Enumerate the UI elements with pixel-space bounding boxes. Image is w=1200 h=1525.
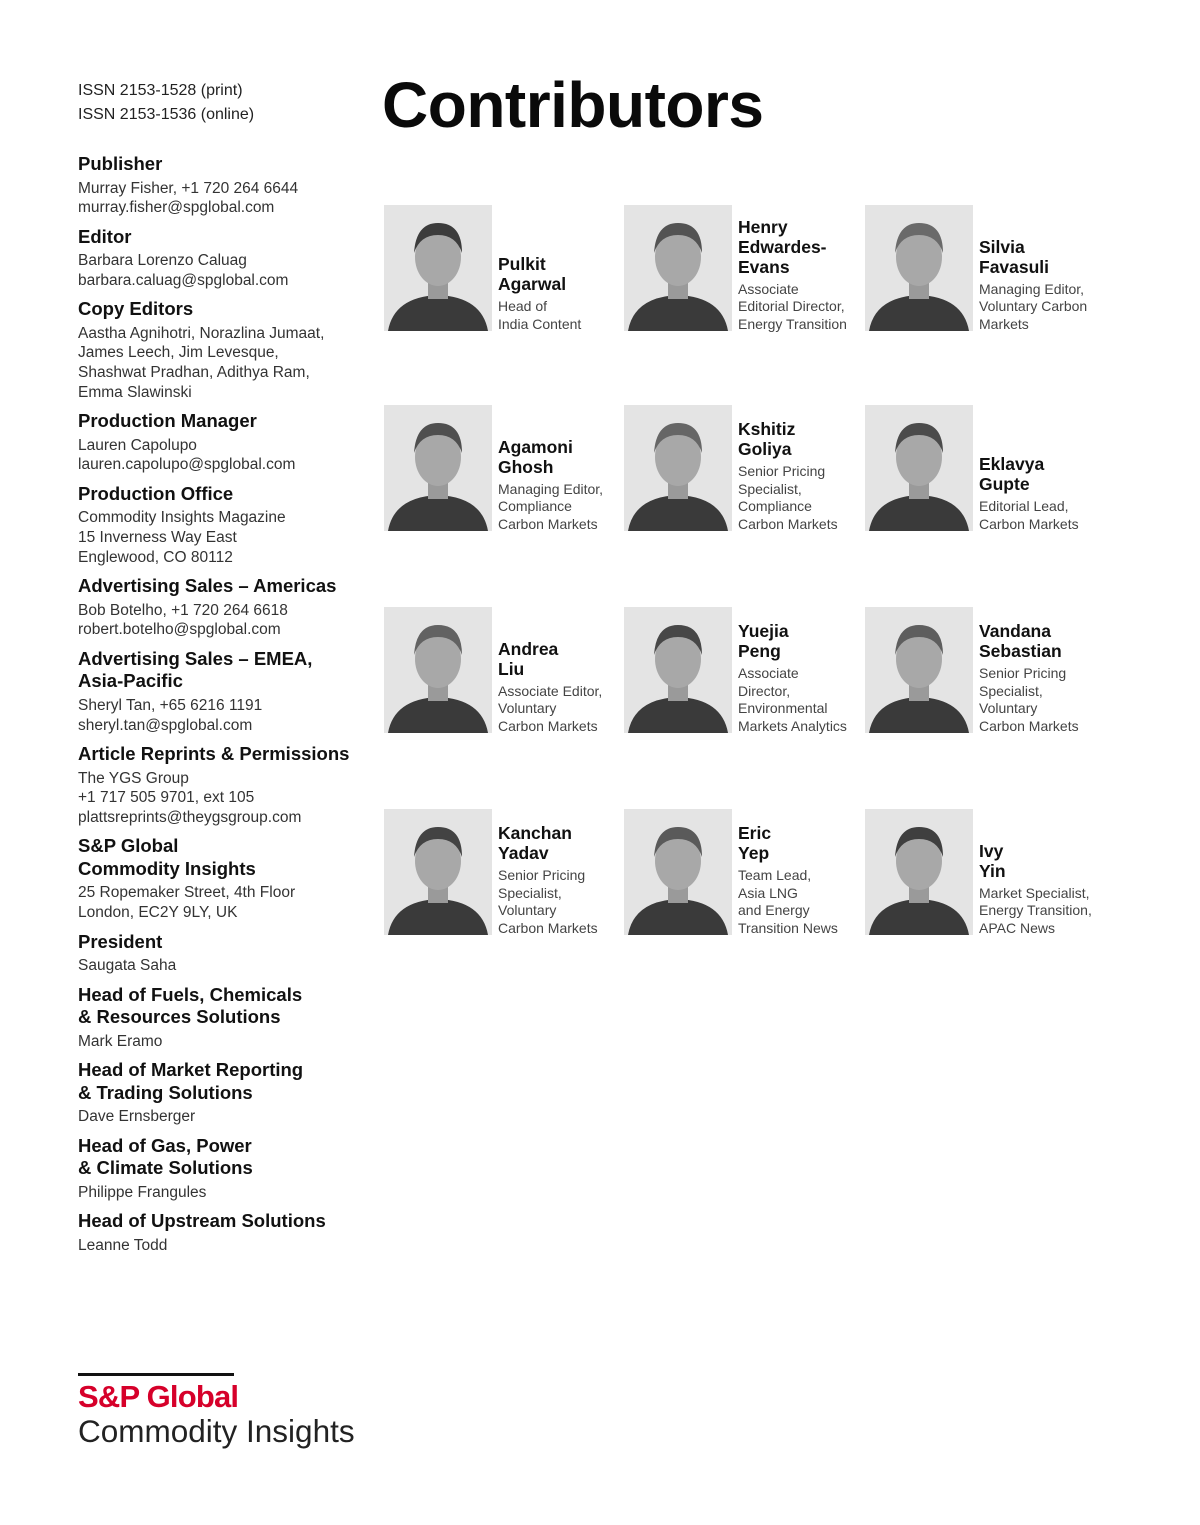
issn-print: ISSN 2153-1528 (print) (78, 82, 243, 99)
contributor-role (498, 298, 624, 334)
masthead-heading-line: Advertising Sales – Americas (78, 575, 337, 597)
masthead-heading-line: Head of Gas, Power (78, 1134, 252, 1156)
contributor-role-line: Voluntary (498, 902, 557, 919)
masthead-detail-line: Barbara Lorenzo Caluag (78, 252, 247, 270)
contributor-role-line: Senior Pricing (979, 664, 1067, 681)
contributor-role-line: Environmental (738, 700, 828, 717)
issn-online: ISSN 2153-1536 (online) (78, 106, 255, 123)
contributor-name-line: Ivy (979, 840, 1004, 861)
contributor-role-line: Markets (979, 316, 1029, 333)
contributor-name-line: Favasuli (979, 256, 1050, 277)
masthead-heading-line: Commodity Insights (78, 857, 256, 879)
masthead-heading (78, 298, 368, 321)
contributor-role-line: Head of (498, 298, 548, 315)
masthead-heading-line: S&P Global (78, 835, 179, 857)
contributor-info (979, 454, 1105, 534)
masthead-heading-line: & Trading Solutions (78, 1081, 253, 1103)
contributor-role-line: Director, (738, 682, 791, 699)
masthead-heading (78, 410, 368, 433)
contributor-role (498, 867, 624, 938)
contributor-role-line: Specialist, (738, 480, 802, 497)
contributor-card (624, 809, 862, 935)
masthead-section (78, 984, 368, 1052)
contributor-name-line: Agamoni (498, 436, 573, 457)
contributor-role-line: Senior Pricing (498, 866, 586, 883)
masthead-detail-line: Leanne Todd (78, 1236, 168, 1254)
contributor-name-line: Yuejia (738, 620, 789, 641)
masthead-heading-line: President (78, 930, 163, 952)
contributor-card (384, 607, 622, 733)
masthead-section (78, 153, 368, 218)
contributor-role-line: Asia LNG (738, 884, 798, 901)
masthead (78, 153, 368, 1264)
masthead-detail-line: Emma Slawinski (78, 383, 192, 401)
contributor-role (738, 665, 864, 736)
contributor-info (979, 621, 1105, 736)
masthead-details (78, 1183, 368, 1203)
masthead-heading-line: Advertising Sales – EMEA, (78, 647, 313, 669)
masthead-heading-line: Head of Fuels, Chemicals (78, 983, 303, 1005)
contributor-name (738, 419, 864, 459)
masthead-heading-line: Editor (78, 225, 132, 247)
masthead-detail-line: Sheryl Tan, +65 6216 1191 (78, 696, 263, 714)
masthead-heading (78, 575, 368, 598)
contributor-photo (384, 607, 492, 733)
masthead-heading-line: Copy Editors (78, 298, 194, 320)
contributor-role-line: Markets Analytics (738, 718, 847, 735)
contributor-name-line: Henry (738, 216, 788, 237)
masthead-detail-line: Shashwat Pradhan, Adithya Ram, (78, 364, 310, 382)
masthead-heading (78, 648, 368, 693)
masthead-detail-line: London, EC2Y 9LY, UK (78, 903, 238, 921)
masthead-heading (78, 483, 368, 506)
contributor-role (979, 885, 1105, 938)
contributor-info (738, 419, 864, 534)
contributor-role (979, 665, 1105, 736)
contributor-card (384, 405, 622, 531)
contributor-role-line: Voluntary Carbon (979, 298, 1088, 315)
masthead-detail-line: Dave Ernsberger (78, 1108, 196, 1126)
masthead-detail-line: Murray Fisher, +1 720 264 6644 (78, 179, 299, 197)
contributor-info (738, 621, 864, 736)
masthead-heading (78, 984, 368, 1029)
masthead-heading-line: Head of Upstream Solutions (78, 1210, 326, 1232)
contributor-role-line: APAC News (979, 920, 1055, 937)
contributor-name (979, 621, 1105, 661)
contributor-info (979, 237, 1105, 334)
masthead-detail-line: Englewood, CO 80112 (78, 548, 233, 566)
masthead-heading-line: Publisher (78, 153, 163, 174)
contributor-role-line: Carbon Markets (738, 516, 838, 533)
contributor-card (384, 205, 622, 331)
contributor-role-line: Team Lead, (738, 866, 812, 883)
masthead-heading (78, 153, 368, 176)
masthead-details (78, 324, 368, 402)
masthead-details (78, 251, 368, 290)
logo-brand: S&P Global (78, 1379, 239, 1414)
contributor-role-line: Compliance (498, 498, 572, 515)
masthead-detail-line: +1 717 505 9701, ext 105 (78, 789, 255, 807)
contributor-name-line: Peng (738, 640, 781, 661)
contributor-role-line: Energy Transition (738, 316, 847, 333)
masthead-heading (78, 1059, 368, 1104)
contributor-role (979, 281, 1105, 334)
masthead-detail-line: 15 Inverness Way East (78, 529, 237, 547)
contributor-role (738, 463, 864, 534)
contributor-role-line: Carbon Markets (498, 718, 598, 735)
issn-block (78, 79, 254, 127)
contributor-role (738, 281, 864, 334)
masthead-details (78, 1107, 368, 1127)
masthead-detail-line: sheryl.tan@spglobal.com (78, 716, 253, 734)
contributor-photo (865, 205, 973, 331)
contributor-photo (384, 405, 492, 531)
contributor-name (979, 237, 1105, 277)
contributor-card (865, 809, 1103, 935)
contributor-role-line: Carbon Markets (498, 516, 598, 533)
masthead-section (78, 648, 368, 735)
contributor-name-line: Andrea (498, 638, 559, 659)
contributor-name-line: Eric (738, 822, 772, 843)
masthead-details (78, 1032, 368, 1052)
contributor-card (865, 205, 1103, 331)
page-title: Contributors (382, 69, 764, 141)
masthead-detail-line: Philippe Frangules (78, 1183, 207, 1201)
contributor-name (498, 254, 624, 294)
contributor-name-line: Liu (498, 658, 525, 679)
contributor-role (498, 481, 624, 534)
masthead-heading-line: Production Office (78, 482, 234, 504)
masthead-heading (78, 931, 368, 954)
contributor-name-line: Sebastian (979, 640, 1062, 661)
contributor-name (979, 841, 1105, 881)
contributor-name-line: Pulkit (498, 254, 546, 275)
masthead-heading (78, 226, 368, 249)
masthead-section (78, 298, 368, 402)
masthead-detail-line: robert.botelho@spglobal.com (78, 621, 281, 639)
masthead-heading (78, 743, 368, 766)
masthead-section (78, 1210, 368, 1255)
contributor-photo (865, 809, 973, 935)
contributor-info (738, 217, 864, 334)
masthead-section (78, 410, 368, 475)
logo-subtitle: Commodity Insights (78, 1413, 355, 1449)
masthead-detail-line: Mark Eramo (78, 1032, 163, 1050)
contributor-role-line: Compliance (738, 498, 812, 515)
contributor-photo (624, 809, 732, 935)
contributor-name (498, 437, 624, 477)
masthead-section (78, 931, 368, 976)
contributor-name-line: Goliya (738, 438, 792, 459)
contributor-name (498, 823, 624, 863)
contributor-role-line: Associate (738, 664, 799, 681)
contributor-role-line: Energy Transition, (979, 902, 1092, 919)
contributor-role-line: Voluntary (979, 700, 1038, 717)
contributor-name-line: Yin (979, 860, 1006, 881)
masthead-detail-line: 25 Ropemaker Street, 4th Floor (78, 884, 296, 902)
contributor-role-line: Transition News (738, 920, 838, 937)
masthead-detail-line: Saugata Saha (78, 957, 177, 975)
contributor-role-line: Senior Pricing (738, 462, 826, 479)
contributor-card (624, 405, 862, 531)
masthead-detail-line: barbara.caluag@spglobal.com (78, 271, 289, 289)
contributor-card (384, 809, 622, 935)
masthead-section (78, 226, 368, 291)
contributor-role (738, 867, 864, 938)
contributor-role-line: and Energy (738, 902, 810, 919)
contributor-photo (624, 607, 732, 733)
contributor-name-line: Kanchan (498, 822, 572, 843)
contributor-name-line: Agarwal (498, 274, 567, 295)
masthead-section (78, 575, 368, 640)
contributor-name-line: Yep (738, 842, 770, 863)
masthead-detail-line: plattsreprints@theygsgroup.com (78, 808, 302, 826)
masthead-details (78, 179, 368, 218)
masthead-detail-line: Lauren Capolupo (78, 436, 197, 454)
contributor-info (738, 823, 864, 938)
contributor-role-line: Managing Editor, (498, 480, 604, 497)
contributor-photo (865, 405, 973, 531)
contributor-photo (624, 205, 732, 331)
masthead-heading (78, 1210, 368, 1233)
contributor-name-line: Ghosh (498, 456, 554, 477)
masthead-detail-line: Commodity Insights Magazine (78, 509, 286, 527)
contributor-name (738, 621, 864, 661)
masthead-details (78, 769, 368, 828)
sp-global-logo (78, 1373, 355, 1448)
contributor-role-line: Editorial Director, (738, 298, 845, 315)
masthead-heading (78, 835, 368, 880)
masthead-detail-line: The YGS Group (78, 769, 189, 787)
contributor-info (498, 254, 624, 334)
contributor-role-line: Specialist, (498, 884, 562, 901)
logo-rule (78, 1373, 234, 1376)
contributor-role-line: Carbon Markets (979, 516, 1079, 533)
masthead-detail-line: Aastha Agnihotri, Norazlina Jumaat, (78, 324, 325, 342)
contributor-info (498, 823, 624, 938)
masthead-detail-line: Bob Botelho, +1 720 264 6618 (78, 601, 288, 619)
contributor-name (498, 639, 624, 679)
contributor-info (498, 437, 624, 534)
contributor-role-line: Carbon Markets (979, 718, 1079, 735)
contributor-name-line: Eklavya (979, 454, 1045, 475)
contributor-card (865, 405, 1103, 531)
contributor-role-line: Voluntary (498, 700, 557, 717)
masthead-section (78, 835, 368, 922)
contributor-info (498, 639, 624, 736)
contributor-photo (624, 405, 732, 531)
masthead-heading (78, 1135, 368, 1180)
contributor-name-line: Kshitiz (738, 418, 796, 439)
contributor-card (624, 607, 862, 733)
contributor-name-line: Edwardes- (738, 236, 827, 257)
masthead-heading-line: & Resources Solutions (78, 1006, 281, 1028)
masthead-detail-line: James Leech, Jim Levesque, (78, 344, 279, 362)
contributor-role-line: India Content (498, 316, 582, 333)
masthead-detail-line: murray.fisher@spglobal.com (78, 199, 275, 217)
contributor-photo (384, 205, 492, 331)
masthead-heading-line: Article Reprints & Permissions (78, 743, 350, 765)
contributor-card (865, 607, 1103, 733)
contributor-card (624, 205, 862, 331)
contributor-name-line: Vandana (979, 620, 1051, 641)
contributor-name-line: Yadav (498, 842, 549, 863)
contributor-name (979, 454, 1105, 494)
masthead-details (78, 601, 368, 640)
masthead-details (78, 508, 368, 567)
masthead-detail-line: lauren.capolupo@spglobal.com (78, 456, 296, 474)
contributor-role-line: Associate Editor, (498, 682, 603, 699)
masthead-section (78, 483, 368, 567)
contributor-role-line: Market Specialist, (979, 884, 1090, 901)
contributor-name-line: Evans (738, 256, 790, 277)
masthead-heading-line: Production Manager (78, 410, 257, 432)
contributor-role (498, 683, 624, 736)
contributor-name-line: Gupte (979, 474, 1030, 495)
masthead-section (78, 1135, 368, 1203)
masthead-heading-line: & Climate Solutions (78, 1157, 253, 1179)
contributor-role (979, 498, 1105, 534)
masthead-section (78, 743, 368, 827)
masthead-section (78, 1059, 368, 1127)
contributor-role-line: Specialist, (979, 682, 1043, 699)
contributor-photo (384, 809, 492, 935)
contributor-name-line: Silvia (979, 236, 1025, 257)
masthead-details (78, 436, 368, 475)
contributor-role-line: Associate (738, 280, 799, 297)
contributor-photo (865, 607, 973, 733)
contributor-name (738, 217, 864, 277)
contributor-role-line: Managing Editor, (979, 280, 1085, 297)
contributor-info (979, 841, 1105, 938)
masthead-heading-line: Head of Market Reporting (78, 1059, 304, 1081)
masthead-details (78, 1236, 368, 1256)
masthead-details (78, 956, 368, 976)
contributor-role-line: Carbon Markets (498, 920, 598, 937)
masthead-details (78, 883, 368, 922)
masthead-details (78, 696, 368, 735)
contributor-name (738, 823, 864, 863)
contributor-role-line: Editorial Lead, (979, 498, 1069, 515)
masthead-heading-line: Asia-Pacific (78, 670, 183, 692)
